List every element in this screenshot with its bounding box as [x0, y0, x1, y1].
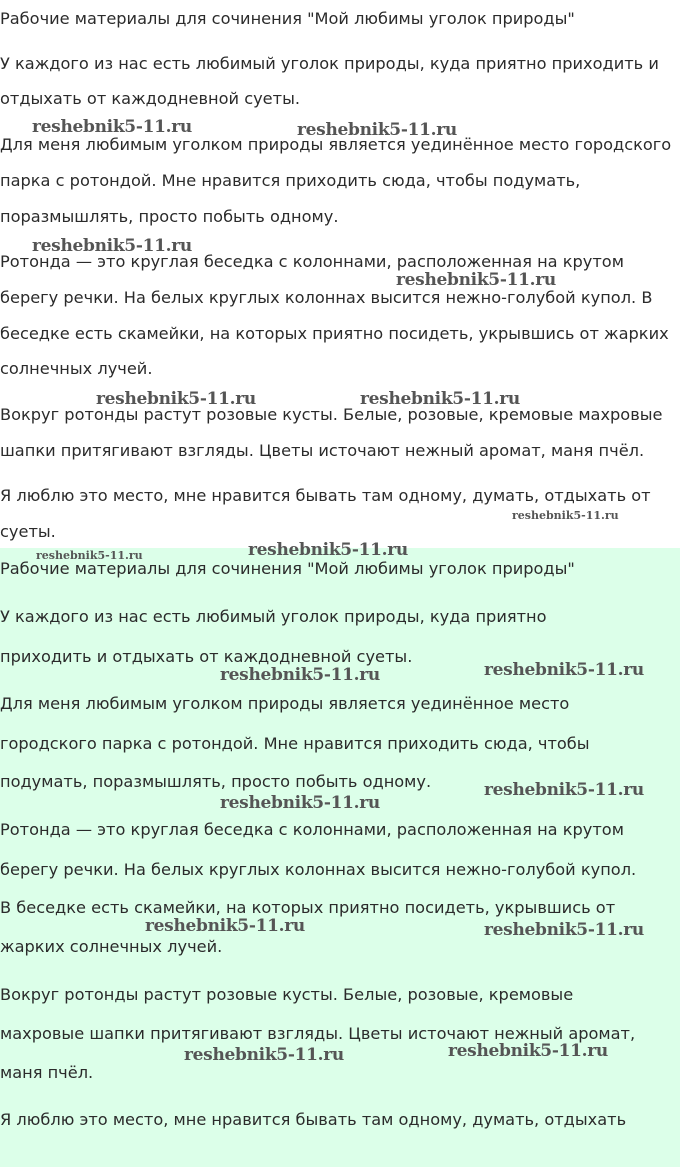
watermark: reshebnik5-11.ru [297, 120, 457, 140]
essay-line: суеты. [0, 522, 56, 541]
watermark: reshebnik5-11.ru [448, 1041, 608, 1061]
essay-line: Я люблю это место, мне нравится бывать там одному, думать, отдыхать от [0, 486, 651, 505]
watermark: reshebnik5-11.ru [512, 509, 619, 522]
essay-line: Для меня любимым уголком природы является уединённое место городского [0, 135, 672, 154]
essay-line: Вокруг ротонды растут розовые кусты. Белые, розовые, кремовые [0, 985, 574, 1004]
essay-line: солнечных лучей. [0, 359, 153, 378]
watermark: reshebnik5-11.ru [484, 780, 644, 800]
essay-line: приходить и отдыхать от каждодневной суеты. [0, 647, 413, 666]
essay-line: беседке есть скамейки, на которых приятно посидеть, укрывшись от жарких [0, 324, 669, 343]
essay-line: У каждого из нас есть любимый уголок природы, куда приятно приходить и [0, 54, 659, 73]
watermark: reshebnik5-11.ru [220, 665, 380, 685]
essay-line: У каждого из нас есть любимый уголок природы, куда приятно [0, 607, 547, 626]
essay-line: махровые шапки притягивают взгляды. Цветы источают нежный аромат, [0, 1024, 636, 1043]
watermark: reshebnik5-11.ru [484, 920, 644, 940]
essay-highlighted-block [0, 548, 680, 1167]
watermark: reshebnik5-11.ru [184, 1045, 344, 1065]
watermark: reshebnik5-11.ru [32, 236, 192, 256]
essay-line: Я люблю это место, мне нравится бывать там одному, думать, отдыхать [0, 1110, 627, 1129]
essay-line: парка с ротондой. Мне нравится приходить сюда, чтобы подумать, [0, 171, 581, 190]
essay-line: берегу речки. На белых круглых колоннах высится нежно-голубой купол. [0, 860, 637, 879]
essay-line: Ротонда — это круглая беседка с колоннами, расположенная на крутом [0, 820, 624, 839]
watermark: reshebnik5-11.ru [145, 916, 305, 936]
essay-line: отдыхать от каждодневной суеты. [0, 89, 300, 108]
watermark: reshebnik5-11.ru [484, 660, 644, 680]
watermark: reshebnik5-11.ru [36, 549, 143, 562]
watermark: reshebnik5-11.ru [360, 389, 520, 409]
essay-line: маня пчёл. [0, 1063, 94, 1082]
essay-line: городского парка с ротондой. Мне нравится приходить сюда, чтобы [0, 734, 590, 753]
essay-line: берегу речки. На белых круглых колоннах высится нежно-голубой купол. В [0, 288, 653, 307]
essay-line: Для меня любимым уголком природы является уединённое место [0, 694, 570, 713]
watermark: reshebnik5-11.ru [32, 117, 192, 137]
watermark: reshebnik5-11.ru [396, 270, 556, 290]
watermark: reshebnik5-11.ru [248, 540, 408, 560]
essay-line: жарких солнечных лучей. [0, 937, 223, 956]
essay-line: подумать, поразмышлять, просто побыть одному. [0, 772, 432, 791]
watermark: reshebnik5-11.ru [96, 389, 256, 409]
essay-line: поразмышлять, просто побыть одному. [0, 207, 339, 226]
watermark: reshebnik5-11.ru [220, 793, 380, 813]
essay-line: Ротонда — это круглая беседка с колоннами, расположенная на крутом [0, 252, 624, 271]
essay-line: В беседке есть скамейки, на которых приятно посидеть, укрывшись от [0, 898, 616, 917]
essay-title: Рабочие материалы для сочинения "Мой любимы уголок природы" [0, 559, 575, 578]
essay-line: шапки притягивают взгляды. Цветы источают нежный аромат, маня пчёл. [0, 441, 645, 460]
essay-title: Рабочие материалы для сочинения "Мой любимы уголок природы" [0, 9, 575, 28]
essay-line: Вокруг ротонды растут розовые кусты. Белые, розовые, кремовые махровые [0, 405, 663, 424]
essay-plain-block [0, 0, 680, 548]
